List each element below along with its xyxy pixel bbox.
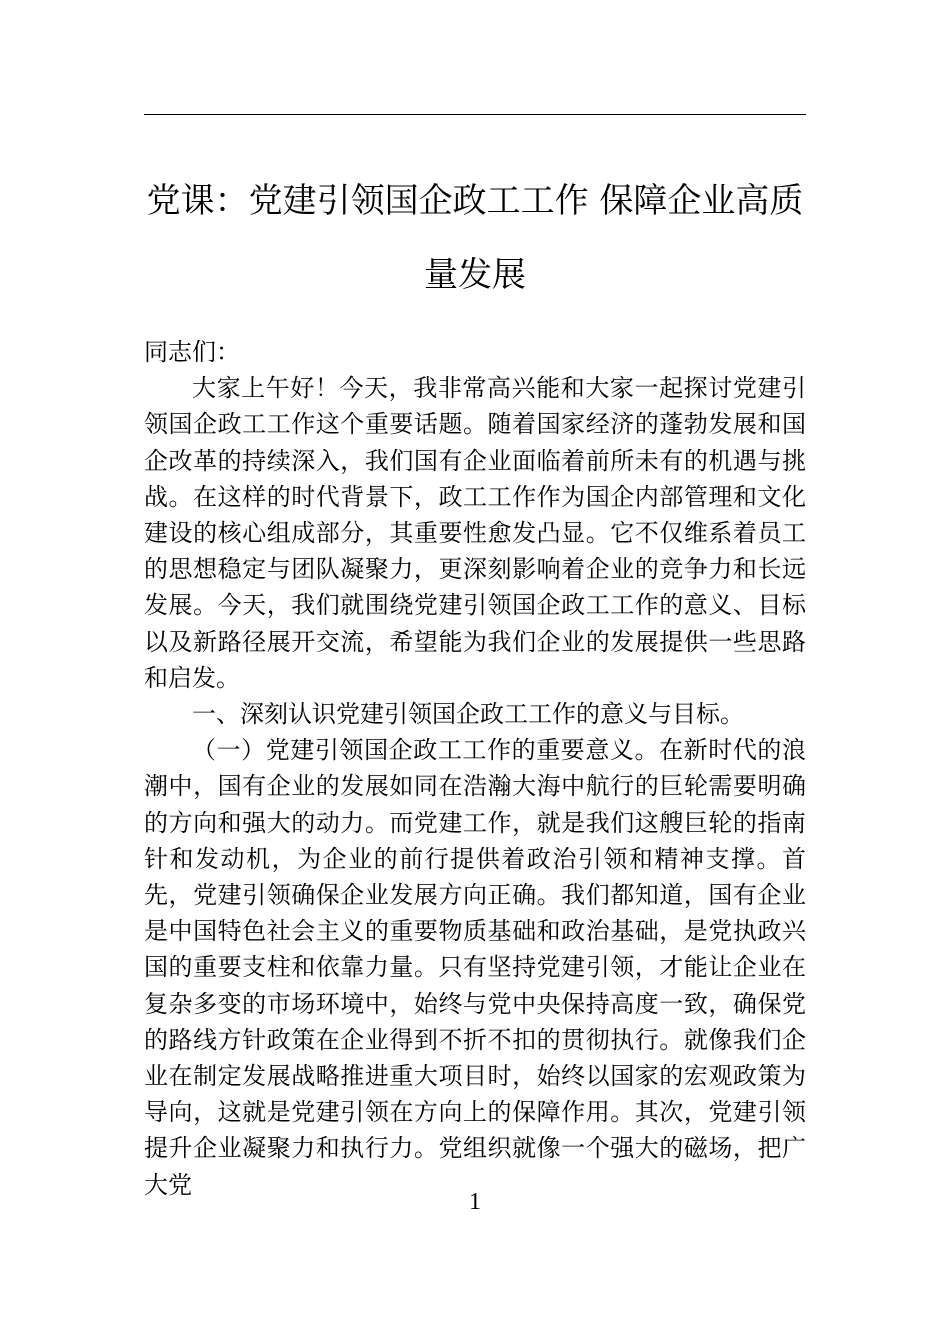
document-body (144, 334, 806, 1203)
section-heading-1: 一、深刻认识党建引领国企政工工作的意义与目标。 (192, 700, 744, 729)
paragraph-section-1-1: （一）党建引领国企政工工作的重要意义。在新时代的浪潮中，国有企业的发展如同在浩瀚大海中航行的巨轮需要明确的方向和强大的动力。而党建工作，就是我们这艘巨轮的指南针和发动机，为企业的前行提供着政治引领和精神支撑。首先，党建引领确保企业发展方向正确。我们都知道，国有企业是中国特色社会主义的重要物质基础和政治基础，是党执政兴国的重要支柱和依靠力量。只有坚持党建引领，才能让企业在复杂多变的市场环境中，始终与党中央保持高度一致，确保党的路线方针政策在企业得到不折不扣的贯彻执行。就像我们企业在制定发展战略推进重大项目时，始终以国家的宏观政策为导向，这就是党建引领在方向上的保障作用。其次，党建引领提升企业凝聚力和执行力。党组织就像一个强大的磁场，把广大党 (144, 736, 806, 1199)
header-rule (144, 114, 806, 115)
page-number: 1 (469, 1189, 481, 1215)
document-title: 党课：党建引领国企政工工作 保障企业高质量发展 (146, 181, 804, 295)
salutation: 同志们： (144, 338, 240, 366)
paragraph-intro: 大家上午好！今天，我非常高兴能和大家一起探讨党建引领国企政工工作这个重要话题。随着国家经济的蓬勃发展和国企改革的持续深入，我们国有企业面临着前所未有的机遇与挑战。在这样的时代背景下，政工工作作为国企内部管理和文化建设的核心组成部分，其重要性愈发凸显。它不仅维系着员工的思想稳定与团队凝聚力，更深刻影响着企业的竞争力和长远发展。今天，我们就围绕党建引领国企政工工作的意义、目标以及新路径展开交流，希望能为我们企业的发展提供一些思路和启发。 (144, 374, 806, 692)
